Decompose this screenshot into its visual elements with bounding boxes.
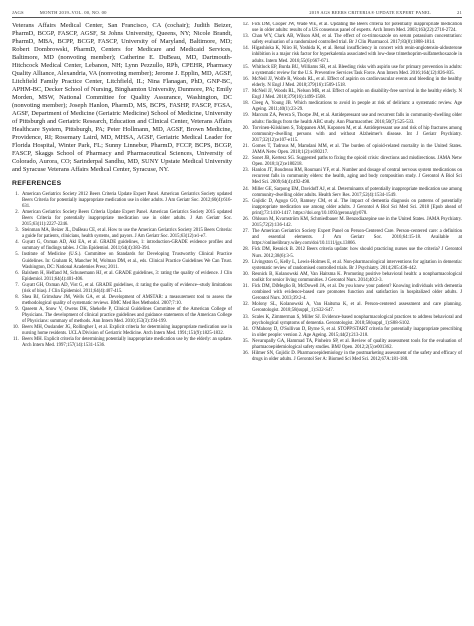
reference-item: 14. Higashioka K, Niiro H, Yoshida K, et al. Renal insufficiency in concert with renin-angiotensin-aldosterone inhibition is a major risk factor for hyperkalemia associated with low-dose trimethoprim-sulfamethoxazole in adults. Intern Med. 2016;55(6):667-671. <box>250 46 462 64</box>
two-column-body <box>12 22 462 626</box>
reference-list-right <box>242 22 462 363</box>
reference-item: 3. Steinman MA, Beizer JL, DuBeau CE, et al. How to use the American Geriatrics Society 2015 Beers Criteria: a guide for patients, clinicians, health systems, and payors. J Am Geriatr Soc. 2015;63(12):e1-e7. <box>20 228 232 240</box>
reference-item: 27. The American Geriatrics Society Expert Panel on Person-Centered Care. Person-centered care: a definition and essential elements. J Am Geriatr Soc. 2016;64:15-18. Available at https://onlinelibrary.wiley.com/doi/10.1111/jgs.13866. <box>250 229 462 247</box>
reference-item: 30. Resnick B, Kolanowski AM, Van Haitsma K. Promoting positive behavioral health: a nonpharmacological toolkit for senior living communities. J Gerontol Nurs. 2014;40:2-3. <box>250 272 462 284</box>
reference-item: 35. Nevarupally GA, Hammad TA, Pinheiro SP, et al. Review of quality assessment tools for the evaluation of pharmacoepidemiological safety studies. BMJ Open. 2012;2(5):e001362. <box>250 339 462 351</box>
reference-item: 5. Institute of Medicine (U.S.). Committee on Standards for Developing Trustworthy Clinical Practice Guidelines. In: Graham R, Mancher M, Wolman DM, et al., eds. Clinical Practice Guidelines We Can Trust. Washington, DC: National Academies Press; 2011. <box>20 252 232 270</box>
reference-item: 8. Shea BJ, Grimshaw JM, Wells GA, et al. Development of AMSTAR: a measurement tool to assess the methodological quality of systematic reviews. BMC Med Res Methodol. 2007;7:10. <box>20 295 232 307</box>
reference-item: 33. Scales K, Zimmerman S, Miller SJ. Evidence-based nonpharmacological practices to address behavioral and psychological symptoms of dementia. Gerontologist. 2018;58(suppl_1):S88-S102. <box>250 315 462 327</box>
reference-item: 11. Beers MH. Explicit criteria for determining potentially inappropriate medication use by the elderly: an update. Arch Intern Med. 1997;157(14):1531-1536. <box>20 337 232 349</box>
acknowledgment-paragraph: Veterans Affairs Medical Center, San Francisco, CA (cochair); Judith Beizer, PharmD, BCGP, FASCP, AGSF, St Johns University, Queens, NY; Nicole Brandt, PharmD, MBA, BCPP, BCGP, FASCP, University of Maryland, Baltimore, MD; Robert Dombrowski, PharmD, Centers for Medicare and Medicaid Services, Baltimore, MD (nonvoting member); Catherine E. DuBeau, MD, Dartmouth-Hitchcock Medical Center, Lebanon, NH; Lynn Pezzullo, RPh, CPEHR, Pharmacy Quality Alliance, Alexandria, VA (nonvoting member); Jerome J. Epplin, MD, AGSF, Litchfield Family Practice Center, Litchfield, IL; Nina Flanagan, PhD, GNP-BC, APHM-BC, Decker School of Nursing, Binghamton University, Dunmore, PA; Emily Morden, MSW, National Committee for Quality Assurance, Washington, DC (nonvoting member); Joseph Hanlon, PharmD, MS, BCPS, FASHP, FASCP, FGSA, AGSF, Department of Medicine (Geriatric Medicine) School of Medicine, University of Pittsburgh and Geriatric Research, Education and Clinical Center, Veterans Affairs Healthcare System, Pittsburgh, PA; Peter Hollmann, MD, AGSF, Brown Medicine, Providence, RI; Rosemary Laird, MD, MHSA, AGSF, Geriatric Medical Leader for Florida Hospital, Winter Park, FL; Sunny Linnebur, PharmD, FCCP, BCPS, BCGP, FASCP, Skaggs School of Pharmacy and Pharmaceutical Sciences, University of Colorado, Aurora, CO; Sarinderpal Sandhu, MD, SUNY Upstate Medical University and Syracuse Veterans Affairs Medical Center, Syracuse, NY. <box>12 22 232 173</box>
reference-item: 18. Cleeg A, Young JB. Which medications to avoid in people at risk of delirium: a systematic review. Age Ageing. 2011;40(1):23-29. <box>250 101 462 113</box>
reference-item: 26. Ohlsson M, Kvarnström KM, Schmiedbauer M. Benzodiazepine use in the United States. JAMA Psychiatry. 2015;72(2):136-142. <box>250 217 462 229</box>
running-header <box>12 10 462 18</box>
reference-item: 20. Torvinen-Kiiskinen S, Tolppanen AM, Koponen M, et al. Antidepressant use and risk of hip fractures among community-dwelling persons with and without Alzheimer's disease. Int J Geriatr Psychiatry. 2017;32(12):e107-e115. <box>250 126 462 144</box>
page-number: 21 <box>457 10 462 15</box>
left-column <box>12 22 232 622</box>
reference-item: 10. Beers MH, Ouslander JG, Rollingher I, et al. Explicit criteria for determining inappropriate medication use in nursing home residents. UCLA Division of Geriatric Medicine. Arch Intern Med. 1991;151(9):1825-1832. <box>20 325 232 337</box>
reference-item: 4. Guyatt G, Oxman AD, Akl EA, et al. GRADE guidelines, 1: introduction-GRADE evidence profiles and summary of findings tables. J Clin Epidemiol. 2011;64(4):383-394. <box>20 240 232 252</box>
reference-item: 21. Gomes T, Tadrous M, Mamdani MM, et al. The burden of opioid-related mortality in the United States. JAMA Netw Open. 2018;1(2):e180217. <box>250 144 462 156</box>
reference-item: 12. Fick DM, Cooper JW, Wade WE, et al. Updating the Beers criteria for potentially inappropriate medication use in older adults: results of a US consensus panel of experts. Arch Intern Med. 2003;163(22):2716-2724. <box>250 22 462 34</box>
reference-item: 28. Fick DM, Resnick B. 2012 Beers criteria update: how should practicing nurses use the criteria? J Gerontol Nurs. 2012;38(6):3-5. <box>250 247 462 259</box>
issue-info: MONTH 2019–VOL. 00, NO. 00 <box>39 10 107 15</box>
reference-list-left <box>12 192 232 349</box>
references-heading: REFERENCES <box>12 180 62 187</box>
reference-item: 25. Gnjidic D, Agogo GO, Ramsey CM, et al. The impact of dementia diagnosis on patterns of potentially inappropriate medication use among older adults. J Gerontol A Biol Sci Med Sci. 2018 [Epub ahead of print];73:1410-1417. https://doi.org/10.1093/gerona/gly078. <box>250 199 462 217</box>
reference-item: 22. Sonet JB, Kertesz SG. Suggested paths to fixing the opioid crisis: directions and misdirections. JAMA Netw Open. 2018;1(2):e180218. <box>250 156 462 168</box>
right-column <box>242 22 462 626</box>
journal-abbrev: JAGS <box>12 10 24 15</box>
reference-item: 32. Molony SL, Kolanowski A, Van Haitsma K, et al. Person-centered assessment and care planning. Gerontologist. 2018;58(suppl_1):S32-S47. <box>250 302 462 314</box>
running-title: 2019 AGS BEERS CRITERIA® UPDATE EXPERT PANEL <box>309 10 431 15</box>
reference-item: 6. Balshem H, Helfand M, Schunemann HJ, et al. GRADE guidelines, 3: rating the quality of evidence. J Clin Epidemiol. 2011;64(4):401-406. <box>20 271 232 283</box>
reference-item: 13. Chan WY, Clark AB, Wilson AM, et al. The effect of co-trimoxazole on serum potassium concentration: safety evaluation of a randomized controlled trial. Br J Clin Pharmacol. 2017;83(8):1808-1814. <box>250 34 462 46</box>
reference-item: 9. Qaseem A, Snow V, Owens DK, Shekelle P, Clinical Guidelines Committee of the American College of Physicians. The development of clinical practice guidelines and guidance statements of the American College of Physicians: summary of methods. Ann Intern Med. 2010;153(3):194-199. <box>20 307 232 325</box>
reference-item: 31. Fick DM, DiMeglio B, McDowell JA, et al. Do you know your patient? Knowing individuals with dementia combined with evidence-based care promotes function and satisfaction in hospitalized older adults. J Gerontol Nurs. 2013;39:2-4. <box>250 284 462 302</box>
reference-item: 34. O'Mahony D, O'Sullivan D, Byrne S, et al. STOPP/START criteria for potentially inappropriate prescribing in older people: version 2. Age Ageing. 2015;44(2):213-218. <box>250 327 462 339</box>
reference-item: 1. American Geriatrics Society 2012 Beers Criteria Update Expert Panel. American Geriatrics Society updated Beers Criteria for potentially inappropriate medication use in older adults. J Am Geriatr Soc. 2012;60(4):616-631. <box>20 192 232 210</box>
reference-item: 19. Marcum ZA, Perera S, Thorpe JM, et al. Antidepressant use and recurrent falls in community-dwelling older adults: findings from the health ABC study. Ann Pharmacother. 2016;50(7):525-533. <box>250 113 462 125</box>
reference-item: 16. McNeil JJ, Wolfe R, Woods RL, et al. Effect of aspirin on cardiovascular events and bleeding in the healthy elderly. N Engl J Med. 2018;379(16):1509-1518. <box>250 77 462 89</box>
reference-item: 36. Hilmer SN, Gnjidic D. Pharmacoepidemiology in the postmarketing assessment of the safety and efficacy of drugs in older adults. J Gerontol Ser A: Biomed Sci Med Sci. 2012;67A:181-188. <box>250 351 462 363</box>
reference-item: 24. Miller GE, Sarpong EM, Davidoff AJ, et al. Determinants of potentially inappropriate medication use among community-dwelling older adults. Health Serv Res. 2017;52(4):1534-1549. <box>250 187 462 199</box>
reference-item: 15. Whitlock EP, Burda BU, Williams SB, et al. Bleeding risks with aspirin use for primary prevention in adults: a systematic review for the U.S. Preventive Services Task Force. Ann Intern Med. 2016;164(12):826-835. <box>250 65 462 77</box>
reference-item: 2. American Geriatrics Society Beers Criteria Update Expert Panel. American Geriatrics Society 2015 updated Beers Criteria for potentially inappropriate medication use in older adults. J Am Geriatr Soc. 2015;63(11):2227-2246. <box>20 210 232 228</box>
reference-item: 23. Hanlon JT, Boudreau RM, Roumani YF, et al. Number and dosage of central nervous system medications on recurrent falls in community elders: the health, aging and body composition study. J Gerontol A Biol Sci Med Sci. 2009;64(4):492-498. <box>250 168 462 186</box>
reference-item: 17. McNeil JJ, Woods RL, Nelson MR, et al. Effect of aspirin on disability-free survival in the healthy elderly. N Engl J Med. 2018;379(16):1499-1508. <box>250 89 462 101</box>
reference-item: 7. Guyatt GH, Oxman AD, Vist G, et al. GRADE guidelines, 4: rating the quality of evidence--study limitations (risk of bias). J Clin Epidemiol. 2011;64(4):407-415. <box>20 283 232 295</box>
reference-item: 29. Livingston G, Kelly L, Lewis-Holmes E, et al. Non-pharmacological interventions for agitation in dementia: systematic review of randomised controlled trials. Br J Psychiatry. 2014;205:436-442. <box>250 260 462 272</box>
